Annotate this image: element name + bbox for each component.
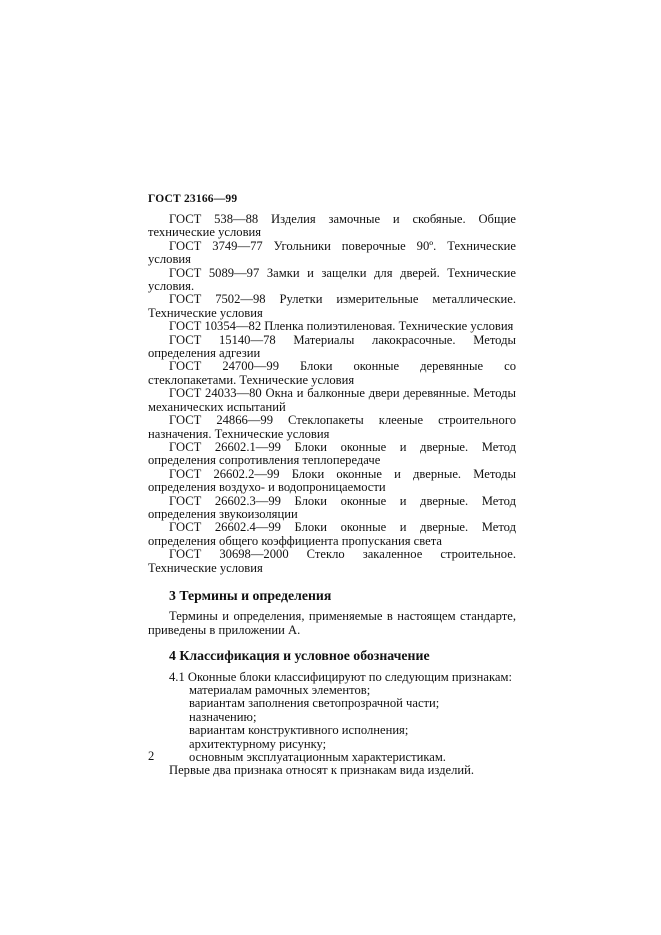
reference-item: ГОСТ 3749—77 Угольники поверочные 90º. Технические условия [148, 238, 516, 267]
reference-item: ГОСТ 26602.1—99 Блоки оконные и дверные. Метод определения сопротивления теплопередаче [148, 439, 516, 468]
reference-item: ГОСТ 7502—98 Рулетки измерительные металлические. Технические условия [148, 292, 516, 320]
document-header: ГОСТ 23166—99 [148, 193, 238, 205]
section-3-heading: 3 Термины и определения [169, 587, 332, 603]
reference-item: ГОСТ 24700—99 Блоки оконные деревянные со стеклопакетами. Технические условия [148, 359, 516, 387]
section-3-text: Термины и определения, применяемые в настоящем стандарте, приведены в приложении А. [148, 609, 516, 637]
document-body [148, 213, 516, 778]
reference-item: ГОСТ 24033—80 Окна и балконные двери деревянные. Методы механических испытаний [148, 386, 516, 414]
list-item: основным эксплуатационным характеристикам. [189, 750, 446, 765]
normative-references [148, 213, 516, 575]
list-item: вариантам заполнения светопрозрачной части; [189, 696, 440, 711]
section-4-note: Первые два признака относят к признакам вида изделий. [169, 763, 475, 778]
section-4-heading: 4 Классификация и условное обозначение [169, 648, 430, 664]
list-item: материалам рамочных элементов; [189, 683, 371, 697]
reference-item: ГОСТ 538—88 Изделия замочные и скобяные. Общие технические условия [148, 212, 516, 240]
reference-item: ГОСТ 26602.2—99 Блоки оконные и дверные. Методы определения воздухо- и водопроницаемости [148, 466, 516, 495]
reference-item: ГОСТ 15140—78 Материалы лакокрасочные. Методы определения адгезии [148, 332, 516, 361]
reference-item: ГОСТ 26602.3—99 Блоки оконные и дверные. Метод определения звукоизоляции [148, 493, 516, 521]
page-number: 2 [148, 749, 155, 763]
reference-item: ГОСТ 26602.4—99 Блоки оконные и дверные. Метод определения общего коэффициента пропускания света [148, 520, 516, 548]
reference-item: ГОСТ 30698—2000 Стекло закаленное строительное. Технические условия [148, 547, 516, 575]
reference-item: ГОСТ 5089—97 Замки и защелки для дверей. Технические условия. [148, 265, 516, 294]
section-4-intro: 4.1 Оконные блоки классифицируют по следующим признакам: [169, 669, 512, 684]
reference-item: ГОСТ 24866—99 Стеклопакеты клееные строительного назначения. Технические условия [148, 413, 516, 441]
classification-list [148, 684, 516, 764]
list-item: вариантам конструктивного исполнения; [189, 723, 409, 738]
reference-item: ГОСТ 10354—82 Пленка полиэтиленовая. Технические условия [169, 319, 514, 334]
list-item: назначению; [189, 709, 257, 724]
list-item: архитектурному рисунку; [189, 736, 327, 751]
